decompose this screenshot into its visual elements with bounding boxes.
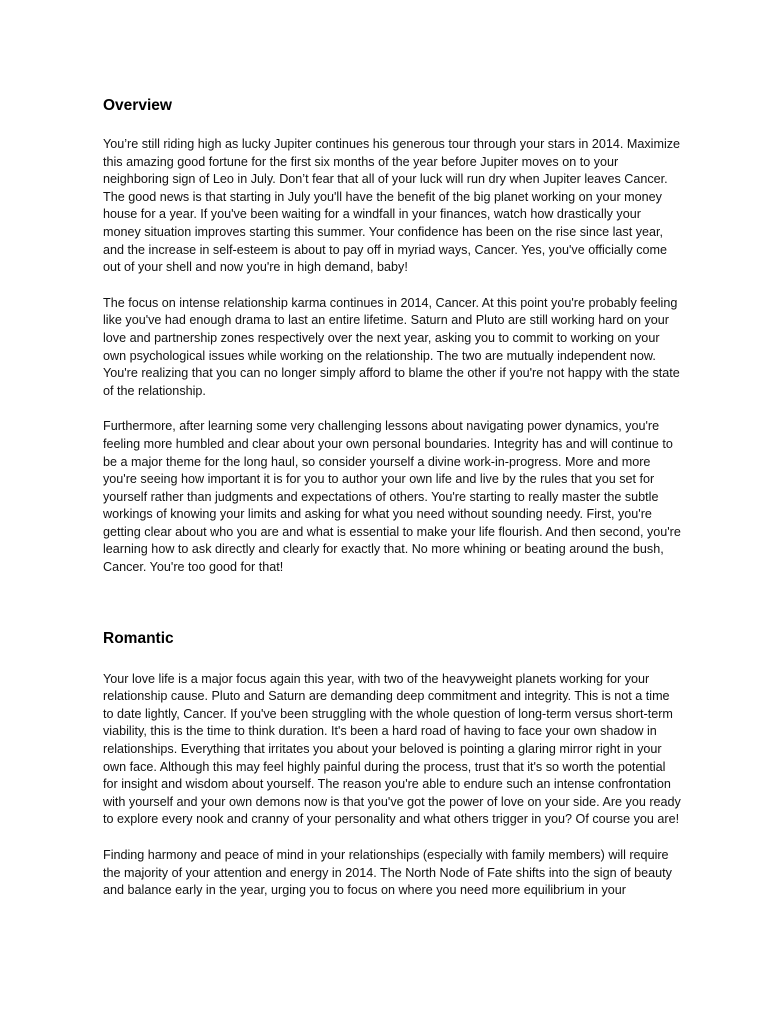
overview-heading: Overview [103, 97, 172, 114]
romantic-paragraph-2: Finding harmony and peace of mind in your relationships (especially with family members) will require the majority of your attention and energy in 2014. The North Node of Fate shifts into the sign of beauty and balance early in the year, urging you to focus on where you need more equilibrium in your [103, 848, 672, 898]
paragraph-spacer [103, 277, 681, 295]
document-body [103, 96, 681, 900]
paragraph-spacer [103, 829, 681, 847]
overview-paragraph-2: The focus on intense relationship karma continues in 2014, Cancer. At this point you're probably feeling like you've had enough drama to last an entire lifetime. Saturn and Pluto are still working hard on your love and partnership zones respectively over the next year, asking you to commit to working on your own psychological issues while working on the relationship. The two are mutually independent now. You're realizing that you can no longer simply afford to blame the other if you're not happy with the state of the relationship. [103, 295, 680, 398]
section-spacer [103, 577, 681, 629]
overview-paragraph-1: You’re still riding high as lucky Jupiter continues his generous tour through your stars in 2014. Maximize this amazing good fortune for the first six months of the year before Jupiter moves on to your neighboring sign of Leo in July. Don’t fear that all of your luck will run dry when Jupiter leaves Cancer. The good news is that starting in July you'll have the benefit of the big planet working on your money house for a year. If you've been waiting for a windfall in your finances, watch how drastically your money situation improves starting this summer. Your confidence has been on the rise since last year, and the increase in self-esteem is about to pay off in myriad ways, Cancer. Yes, you've officially come out of your shell and now you're in high demand, baby! [103, 137, 681, 275]
paragraph-spacer [103, 400, 681, 418]
romantic-paragraph-1: Your love life is a major focus again this year, with two of the heavyweight planets working for your relationship cause. Pluto and Saturn are demanding deep commitment and integrity. This is not a time to date lightly, Cancer. If you've been struggling with the whole question of long-term versus short-term viability, this is the time to think duration. It's been a hard road of having to face your own shadow in relationships. Everything that irritates you about your beloved is pointing a glaring mirror right in your own face. Although this may feel highly painful during the process, trust that it's so worth the potential for insight and wisdom about yourself. The reason you're able to endure such an intense confrontation with yourself and your own demons now is that you've got the power of love on your side. Are you ready to explore every nook and cranny of your personality and what others trigger in you? Of course you are! [103, 671, 681, 827]
overview-paragraph-3: Furthermore, after learning some very challenging lessons about navigating power dynamics, you're feeling more humbled and clear about your own personal boundaries. Integrity has and will continue to be a major theme for the long haul, so consider yourself a divine work-in-progress. More and more you're seeing how important it is for you to author your own life and live by the rules that you set for yourself rather than judgments and expectations of others. You're starting to really master the subtle workings of knowing your limits and asking for what you need without sounding needy. First, you're getting clear about who you are and what is essential to make your life flourish. And then second, you're learning how to ask directly and clearly for exactly that. No more whining or beating around the bush, Cancer. You're too good for that! [103, 419, 681, 575]
romantic-heading: Romantic [103, 629, 174, 647]
